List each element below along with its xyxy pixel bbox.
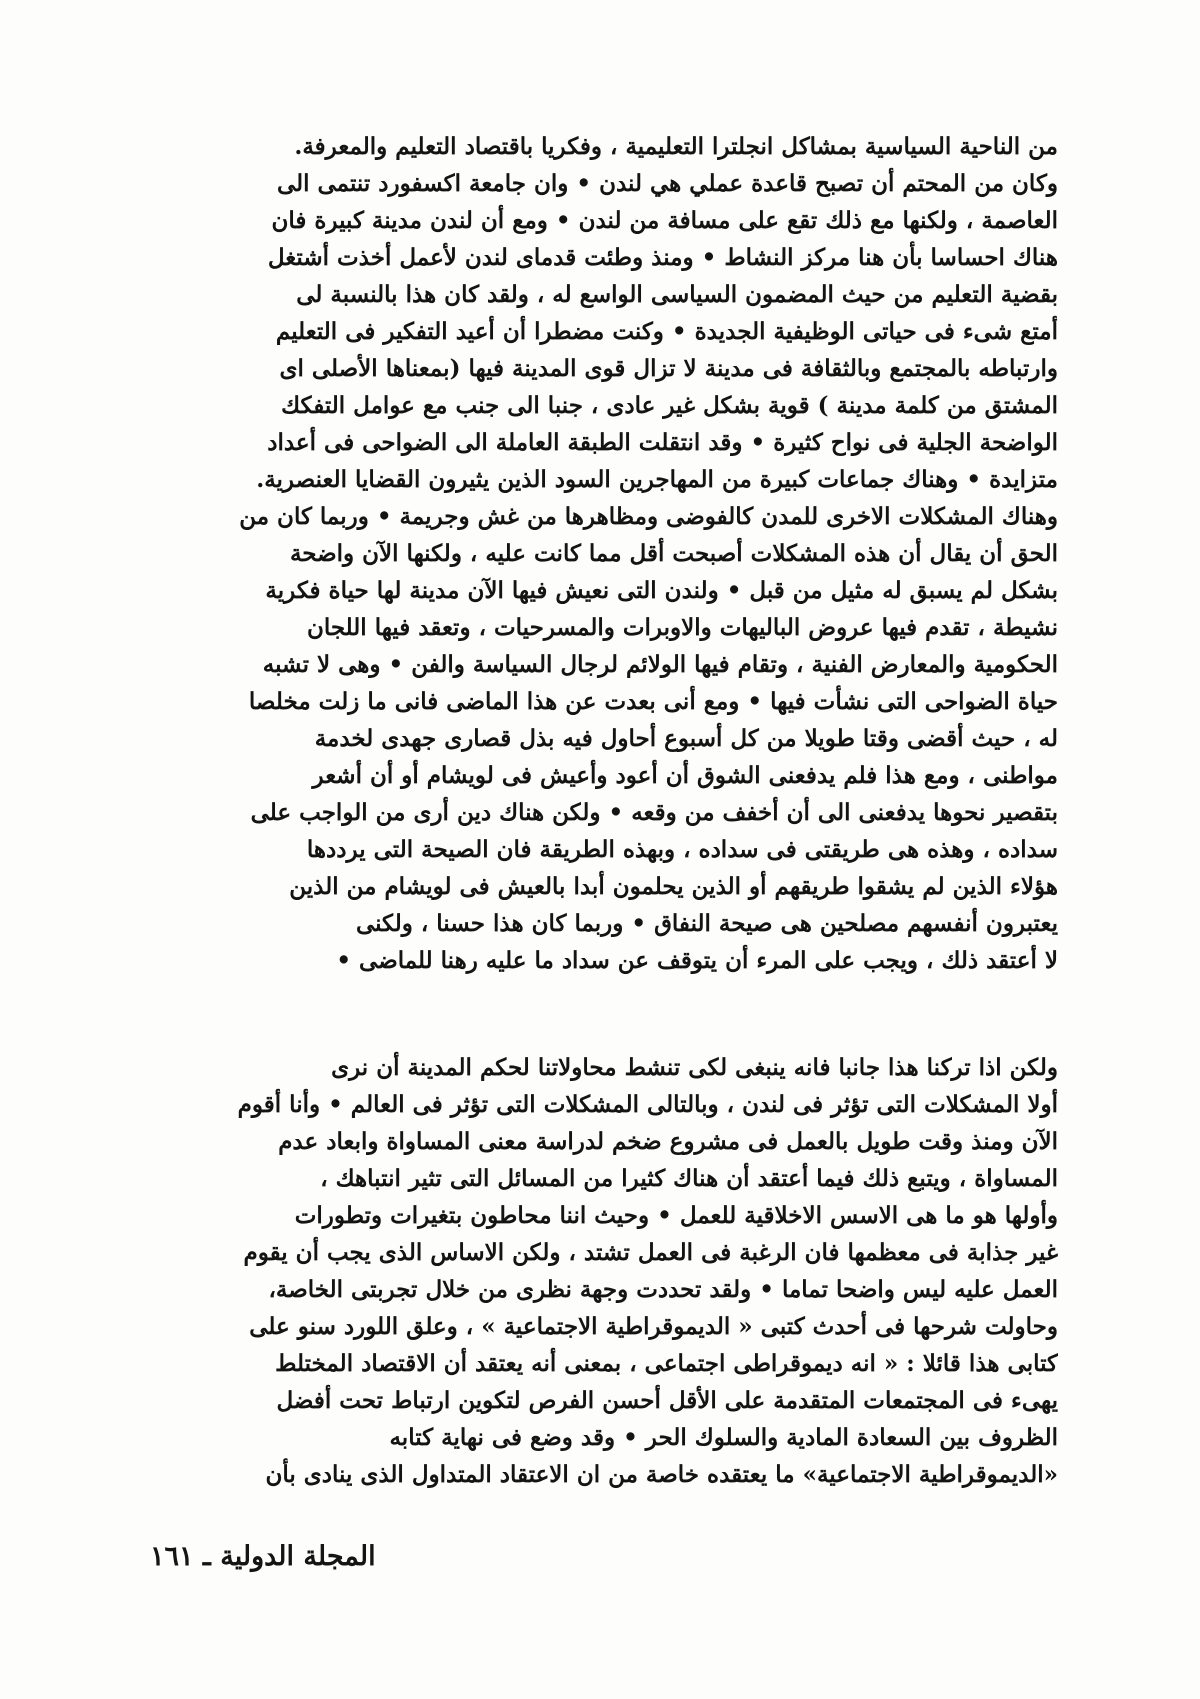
text-line: سداده ، وهذه هى طريقتى فى سداده ، وبهذه الطريقة فان الصيحة التى يرددها	[306, 836, 1058, 863]
text-line: نشيطة ، تقدم فيها عروض الباليهات والاوبرات والمسرحيات ، وتعقد فيها اللجان	[306, 614, 1058, 641]
paragraph-1	[148, 128, 1058, 979]
text-line: كتابى هذا قائلا : « انه ديموقراطى اجتماعى ، بمعنى أنه يعتقد أن الاقتصاد المختلط	[275, 1350, 1058, 1377]
text-line: وكان من المحتم أن تصبح قاعدة عملي هي لندن • وان جامعة اكسفورد تنتمى الى	[276, 170, 1058, 197]
text-line: لا أعتقد ذلك ، ويجب على المرء أن يتوقف عن سداد ما عليه رهنا للماضى •	[336, 947, 1058, 974]
text-line: وارتباطه بالمجتمع وبالثقافة فى مدينة لا تزال قوى المدينة فيها (بمعناها الأصلى اى	[279, 355, 1058, 382]
text-line: بقضية التعليم من حيث المضمون السياسى الواسع له ، ولقد كان هذا بالنسبة لى	[296, 281, 1058, 308]
text-line: «الديموقراطية الاجتماعية» ما يعتقده خاصة من ان الاعتقاد المتداول الذى ينادى بأن	[265, 1461, 1058, 1488]
text-line: ولكن اذا تركنا هذا جانبا فانه ينبغى لكى تنشط محاولاتنا لحكم المدينة أن نرى	[331, 1054, 1058, 1081]
text-line: أولا المشكلات التى تؤثر فى لندن ، وبالتالى المشكلات التى تؤثر فى العالم • وأنا أقوم	[237, 1091, 1058, 1118]
paragraph-2	[148, 1049, 1058, 1493]
text-line: الآن ومنذ وقت طويل بالعمل فى مشروع ضخم لدراسة معنى المساواة وابعاد عدم	[278, 1128, 1058, 1155]
text-line: المشتق من كلمة مدينة ) قوية بشكل غير عادى ، جنبا الى جنب مع عوامل التفكك	[281, 392, 1058, 419]
text-line: الحكومية والمعارض الفنية ، وتقام فيها الولائم لرجال السياسة والفن • وهى لا تشبه	[262, 651, 1058, 678]
text-line: وأولها هو ما هى الاسس الاخلاقية للعمل • وحيث اننا محاطون بتغيرات وتطورات	[294, 1202, 1058, 1229]
text-line: بشكل لم يسبق له مثيل من قبل • ولندن التى نعيش فيها الآن مدينة لها حياة فكرية	[265, 577, 1058, 604]
text-line: العاصمة ، ولكنها مع ذلك تقع على مسافة من لندن • ومع أن لندن مدينة كبيرة فان	[271, 207, 1058, 234]
text-line: له ، حيث أقضى وقتا طويلا من كل أسبوع أحاول فيه بذل قصارى جهدى لخدمة	[314, 725, 1058, 752]
text-line: الحق أن يقال أن هذه المشكلات أصبحت أقل مما كانت عليه ، ولكنها الآن واضحة	[289, 540, 1058, 567]
text-line: الواضحة الجلية فى نواح كثيرة • وقد انتقلت الطبقة العاملة الى الضواحى فى أعداد	[267, 429, 1058, 456]
text-line: الظروف بين السعادة المادية والسلوك الحر • وقد وضع فى نهاية كتابه	[389, 1424, 1058, 1451]
text-line: بتقصير نحوها يدفعنى الى أن أخفف من وقعه • ولكن هناك دين أرى من الواجب على	[250, 799, 1058, 826]
text-line: يهىء فى المجتمعات المتقدمة على الأقل أحسن الفرص لتكوين ارتباط تحت أفضل	[276, 1387, 1058, 1414]
text-line: أمتع شىء فى حياتى الوظيفية الجديدة • وكنت مضطرا أن أعيد التفكير فى التعليم	[275, 318, 1058, 345]
text-line: غير جذابة فى معظمها فان الرغبة فى العمل تشتد ، ولكن الاساس الذى يجب أن يقوم	[243, 1239, 1058, 1266]
text-line: متزايدة • وهناك جماعات كبيرة من المهاجرين السود الذين يثيرون القضايا العنصرية.	[256, 466, 1058, 493]
text-line: من الناحية السياسية بمشاكل انجلترا التعليمية ، وفكريا باقتصاد التعليم والمعرفة.	[294, 133, 1058, 160]
text-line: وهناك المشكلات الاخرى للمدن كالفوضى ومظاهرها من غش وجريمة • وربما كان من	[239, 503, 1058, 530]
text-line: وحاولت شرحها فى أحدث كتبى « الديموقراطية الاجتماعية » ، وعلق اللورد سنو على	[249, 1313, 1058, 1340]
text-line: حياة الضواحى التى نشأت فيها • ومع أنى بعدت عن هذا الماضى فانى ما زلت مخلصا	[248, 688, 1058, 715]
text-line: العمل عليه ليس واضحا تماما • ولقد تحددت وجهة نظرى من خلال تجربتى الخاصة،	[268, 1276, 1058, 1303]
page-footer: المجلة الدولية ـ ١٦١	[150, 1541, 376, 1572]
text-line: يعتبرون أنفسهم مصلحين هى صيحة النفاق • وربما كان هذا حسنا ، ولكنى	[355, 910, 1058, 937]
text-line: هناك احساسا بأن هنا مركز النشاط • ومنذ وطئت قدماى لندن لأعمل أخذت أشتغل	[267, 244, 1058, 271]
text-line: المساواة ، ويتبع ذلك فيما أعتقد أن هناك كثيرا من المسائل التى تثير انتباهك ،	[320, 1165, 1058, 1192]
text-line: مواطنى ، ومع هذا فلم يدفعنى الشوق أن أعود وأعيش فى لويشام أو أن أشعر	[312, 762, 1058, 789]
text-line: هؤلاء الذين لم يشقوا طريقهم أو الذين يحلمون أبدا بالعيش فى لويشام من الذين	[289, 873, 1058, 900]
